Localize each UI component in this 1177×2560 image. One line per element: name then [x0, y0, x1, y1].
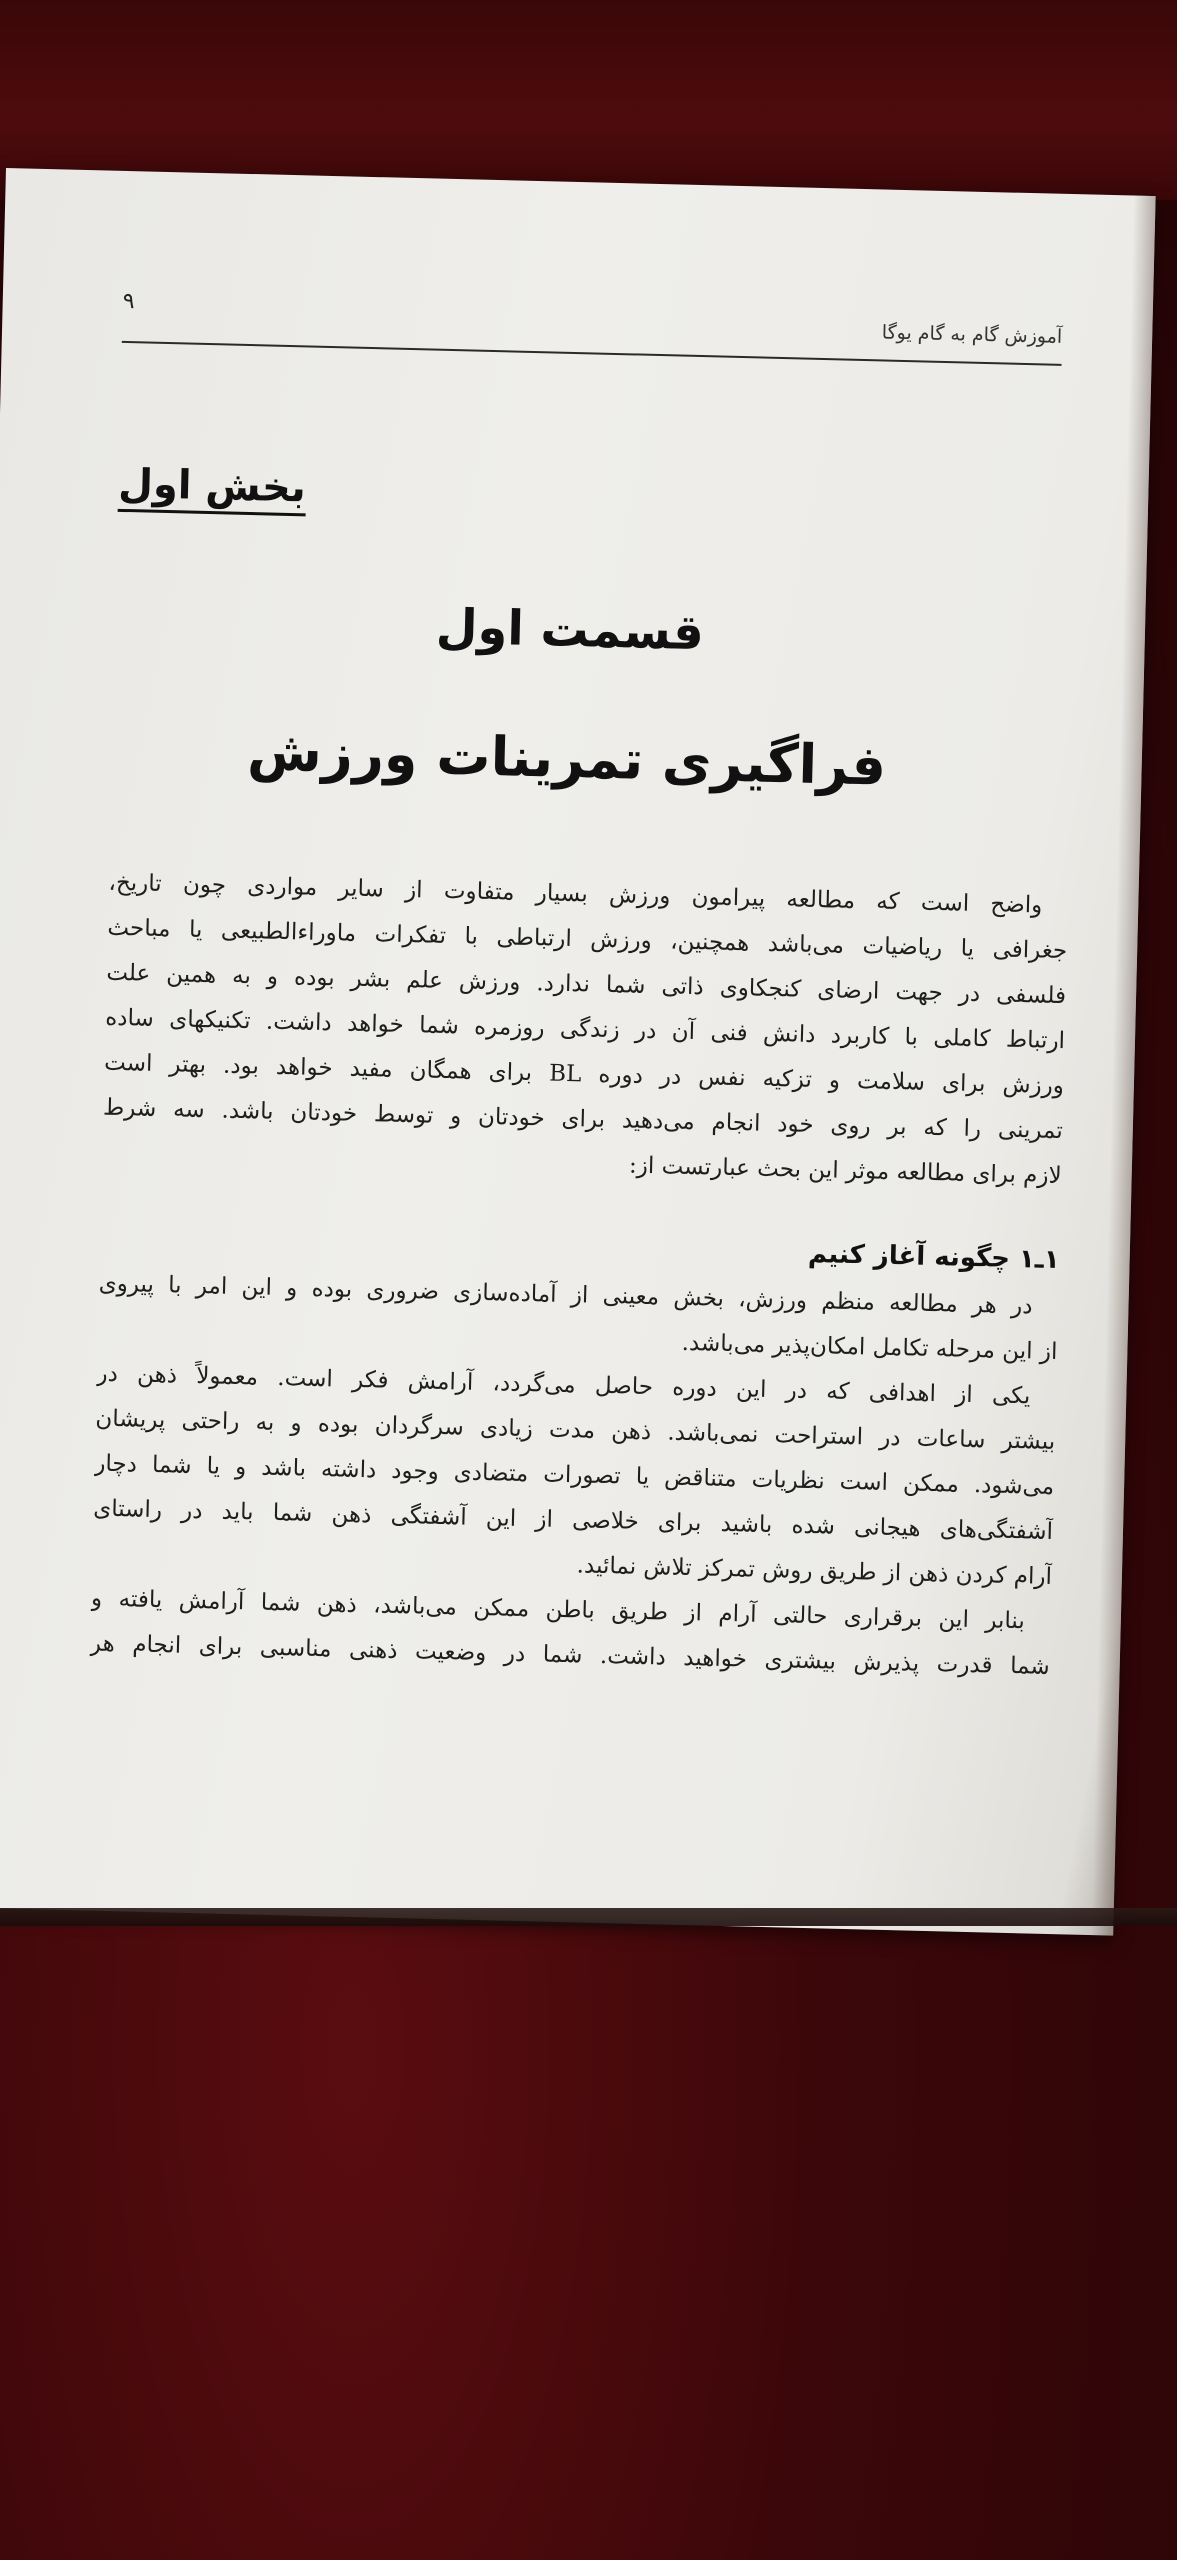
section-label: بخش اول [118, 461, 307, 517]
chapter-title: فراگیری تمرینات ورزش [246, 719, 887, 798]
subheading: ۱ـ۱ چگونه آغاز کنیم [807, 1238, 1060, 1276]
text-line: فلسفی در جهت ارضای کنجکاوی ذاتی شما ندارد. ورزش علم بشر بوده و به همین علت [106, 959, 1067, 1010]
intro-paragraph [101, 861, 1068, 1199]
text-line: می‌شود. ممکن است نظریات متناقض یا تصورات متضادی وجود داشته باشد و یا شما دچار [94, 1450, 1055, 1500]
text-line: شما قدرت پذیرش بیشتری خواهید داشت. شما در وضعیت ذهنی مناسبی برای انجام هر [89, 1630, 1051, 1680]
book-page [0, 168, 1156, 1936]
text-line: در هر مطالعه منظم ورزش، بخش معینی از آماده‌سازی ضروری بوده و این امر با پیروی [98, 1270, 1033, 1320]
body-text [89, 861, 1068, 1690]
text-line: بیشتر ساعات در استراحت نمی‌باشد. ذهن مدت زیادی سرگردان بوده و به راحتی پریشان [95, 1405, 1056, 1456]
page-number: ۹ [122, 288, 135, 315]
text-line: تمرینی را که بر روی خود انجام می‌دهید برای خودتان و توسط خودتان باشد. سه شرط [102, 1094, 1064, 1145]
text-line: واضح است که مطالعه پیرامون ورزش بسیار متفاوت از سایر مواردی چون تاریخ، [108, 869, 1043, 919]
text-line: از این مرحله تکامل امکان‌پذیر می‌باشد. [681, 1329, 1058, 1366]
text-line: آرام کردن ذهن از طریق روش تمرکز تلاش نمائید. [576, 1552, 1053, 1590]
part-title: قسمت اول [435, 598, 705, 662]
text-line: جغرافی یا ریاضیات می‌باشد همچنین، ورزش ارتباطی با تفکرات ماوراءالطبیعی یا مباحث [107, 914, 1068, 965]
text-line: آشفتگی‌های هیجانی شده باشید برای خلاصی از این آشفتگی ذهن شما باید در راستای [92, 1495, 1054, 1545]
page-stack-edge [0, 1908, 1177, 1926]
text-line: لازم برای مطالعه موثر این بحث عبارتست از: [628, 1152, 1063, 1190]
running-header [122, 281, 1063, 366]
text-line: یکی از اهدافی که در این دوره حاصل می‌گردد، آرامش فکر است. معمولاً ذهن در [96, 1360, 1031, 1410]
page-content [0, 168, 1156, 1936]
text-line: بنابر این برقراری حالتی آرام از طریق باطن ممکن می‌باشد، ذهن شما آرامش یافته و [90, 1585, 1026, 1635]
running-title: آموزش گام به گام یوگا [881, 321, 1063, 348]
background-cloth [0, 0, 1177, 200]
text-line: ارتباط کاملی با کاربرد دانش فنی آن در زندگی روزمره شما خواهد داشت. تکنیکهای ساده [104, 1004, 1066, 1055]
paragraph-2 [92, 1352, 1057, 1600]
text-line: ورزش برای سلامت و تزکیه نفس در دوره BL برای همگان مفید خواهد بود. بهتر است [103, 1049, 1065, 1100]
